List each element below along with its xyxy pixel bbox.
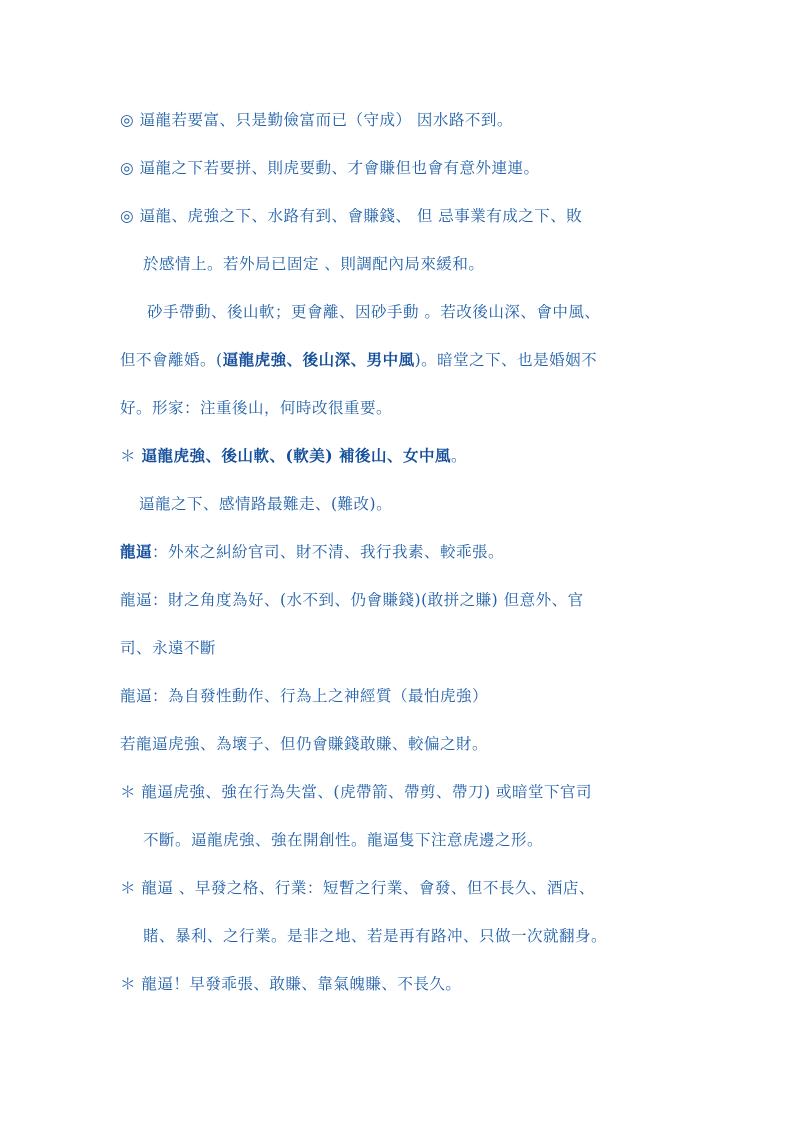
- text-line-12: 司、永遠不斷: [120, 639, 217, 657]
- text-line-8-post: 。: [451, 447, 468, 465]
- text-line-6-pre: 但不會離婚。(: [120, 351, 223, 369]
- text-line-8-pre: ＊: [120, 447, 142, 465]
- text-line-11: 龍逼：財之角度為好、(水不到、仍會賺錢)(敢拼之賺) 但意外、官: [120, 591, 584, 609]
- text-line-10: [120, 542, 504, 562]
- text-line-1: ◎ 逼龍若要富、只是勤儉富而已（守成） 因水路不到。: [120, 111, 513, 129]
- text-line-10-bold: 龍逼: [120, 542, 153, 561]
- text-line-10-post: ：外來之糾紛官司、財不清、我行我素、較乖張。: [152, 543, 505, 561]
- text-line-16: 不斷。逼龍虎強、強在開創性。龍逼隻下注意虎邊之形。: [143, 831, 544, 849]
- text-line-9: 逼龍之下、感情路最難走、(難改)。: [139, 495, 393, 513]
- text-line-6-bold: 逼龍虎強、後山深、男中風: [222, 350, 415, 369]
- text-line-15: ＊ 龍逼虎強、強在行為失當、(虎帶箭、帶剪、帶刀) 或暗堂下官司: [120, 783, 592, 801]
- text-line-17: ＊ 龍逼 、早發之格、行業：短暫之行業、會發、但不長久、酒店、: [120, 879, 595, 897]
- text-line-3: ◎ 逼龍、虎強之下、水路有到、會賺錢、 但 忌事業有成之下、敗: [120, 207, 583, 225]
- text-line-4: 於感情上。若外局已固定 、則調配內局來緩和。: [143, 255, 485, 273]
- text-line-8-bold: 逼龍虎強、後山軟、(軟美) 補後山、女中風: [141, 446, 452, 465]
- text-line-2: ◎ 逼龍之下若要拼、則虎要動、才會賺但也會有意外連連。: [120, 159, 540, 177]
- text-line-18: 賭、暴利、之行業。是非之地、若是再有路冲、只做一次就翻身。: [143, 927, 608, 945]
- text-line-13: 龍逼：為自發性動作、行為上之神經質（最怕虎強）: [120, 687, 489, 705]
- text-line-5: 砂手帶動、後山軟；更會離、因砂手動 。若改後山深、會中風、: [147, 303, 601, 321]
- text-line-19: ＊ 龍逼！早發乖張、敢賺、靠氣魄賺、不長久。: [120, 975, 462, 993]
- text-line-14: 若龍逼虎強、為壞子、但仍會賺錢敢賺、較偏之財。: [120, 735, 489, 753]
- text-line-6: [120, 350, 597, 370]
- text-line-6-post: )。暗堂之下、也是婚姻不: [414, 351, 598, 369]
- text-line-8: [120, 446, 467, 466]
- text-line-7: 好。形家：注重後山，何時改很重要。: [120, 399, 393, 417]
